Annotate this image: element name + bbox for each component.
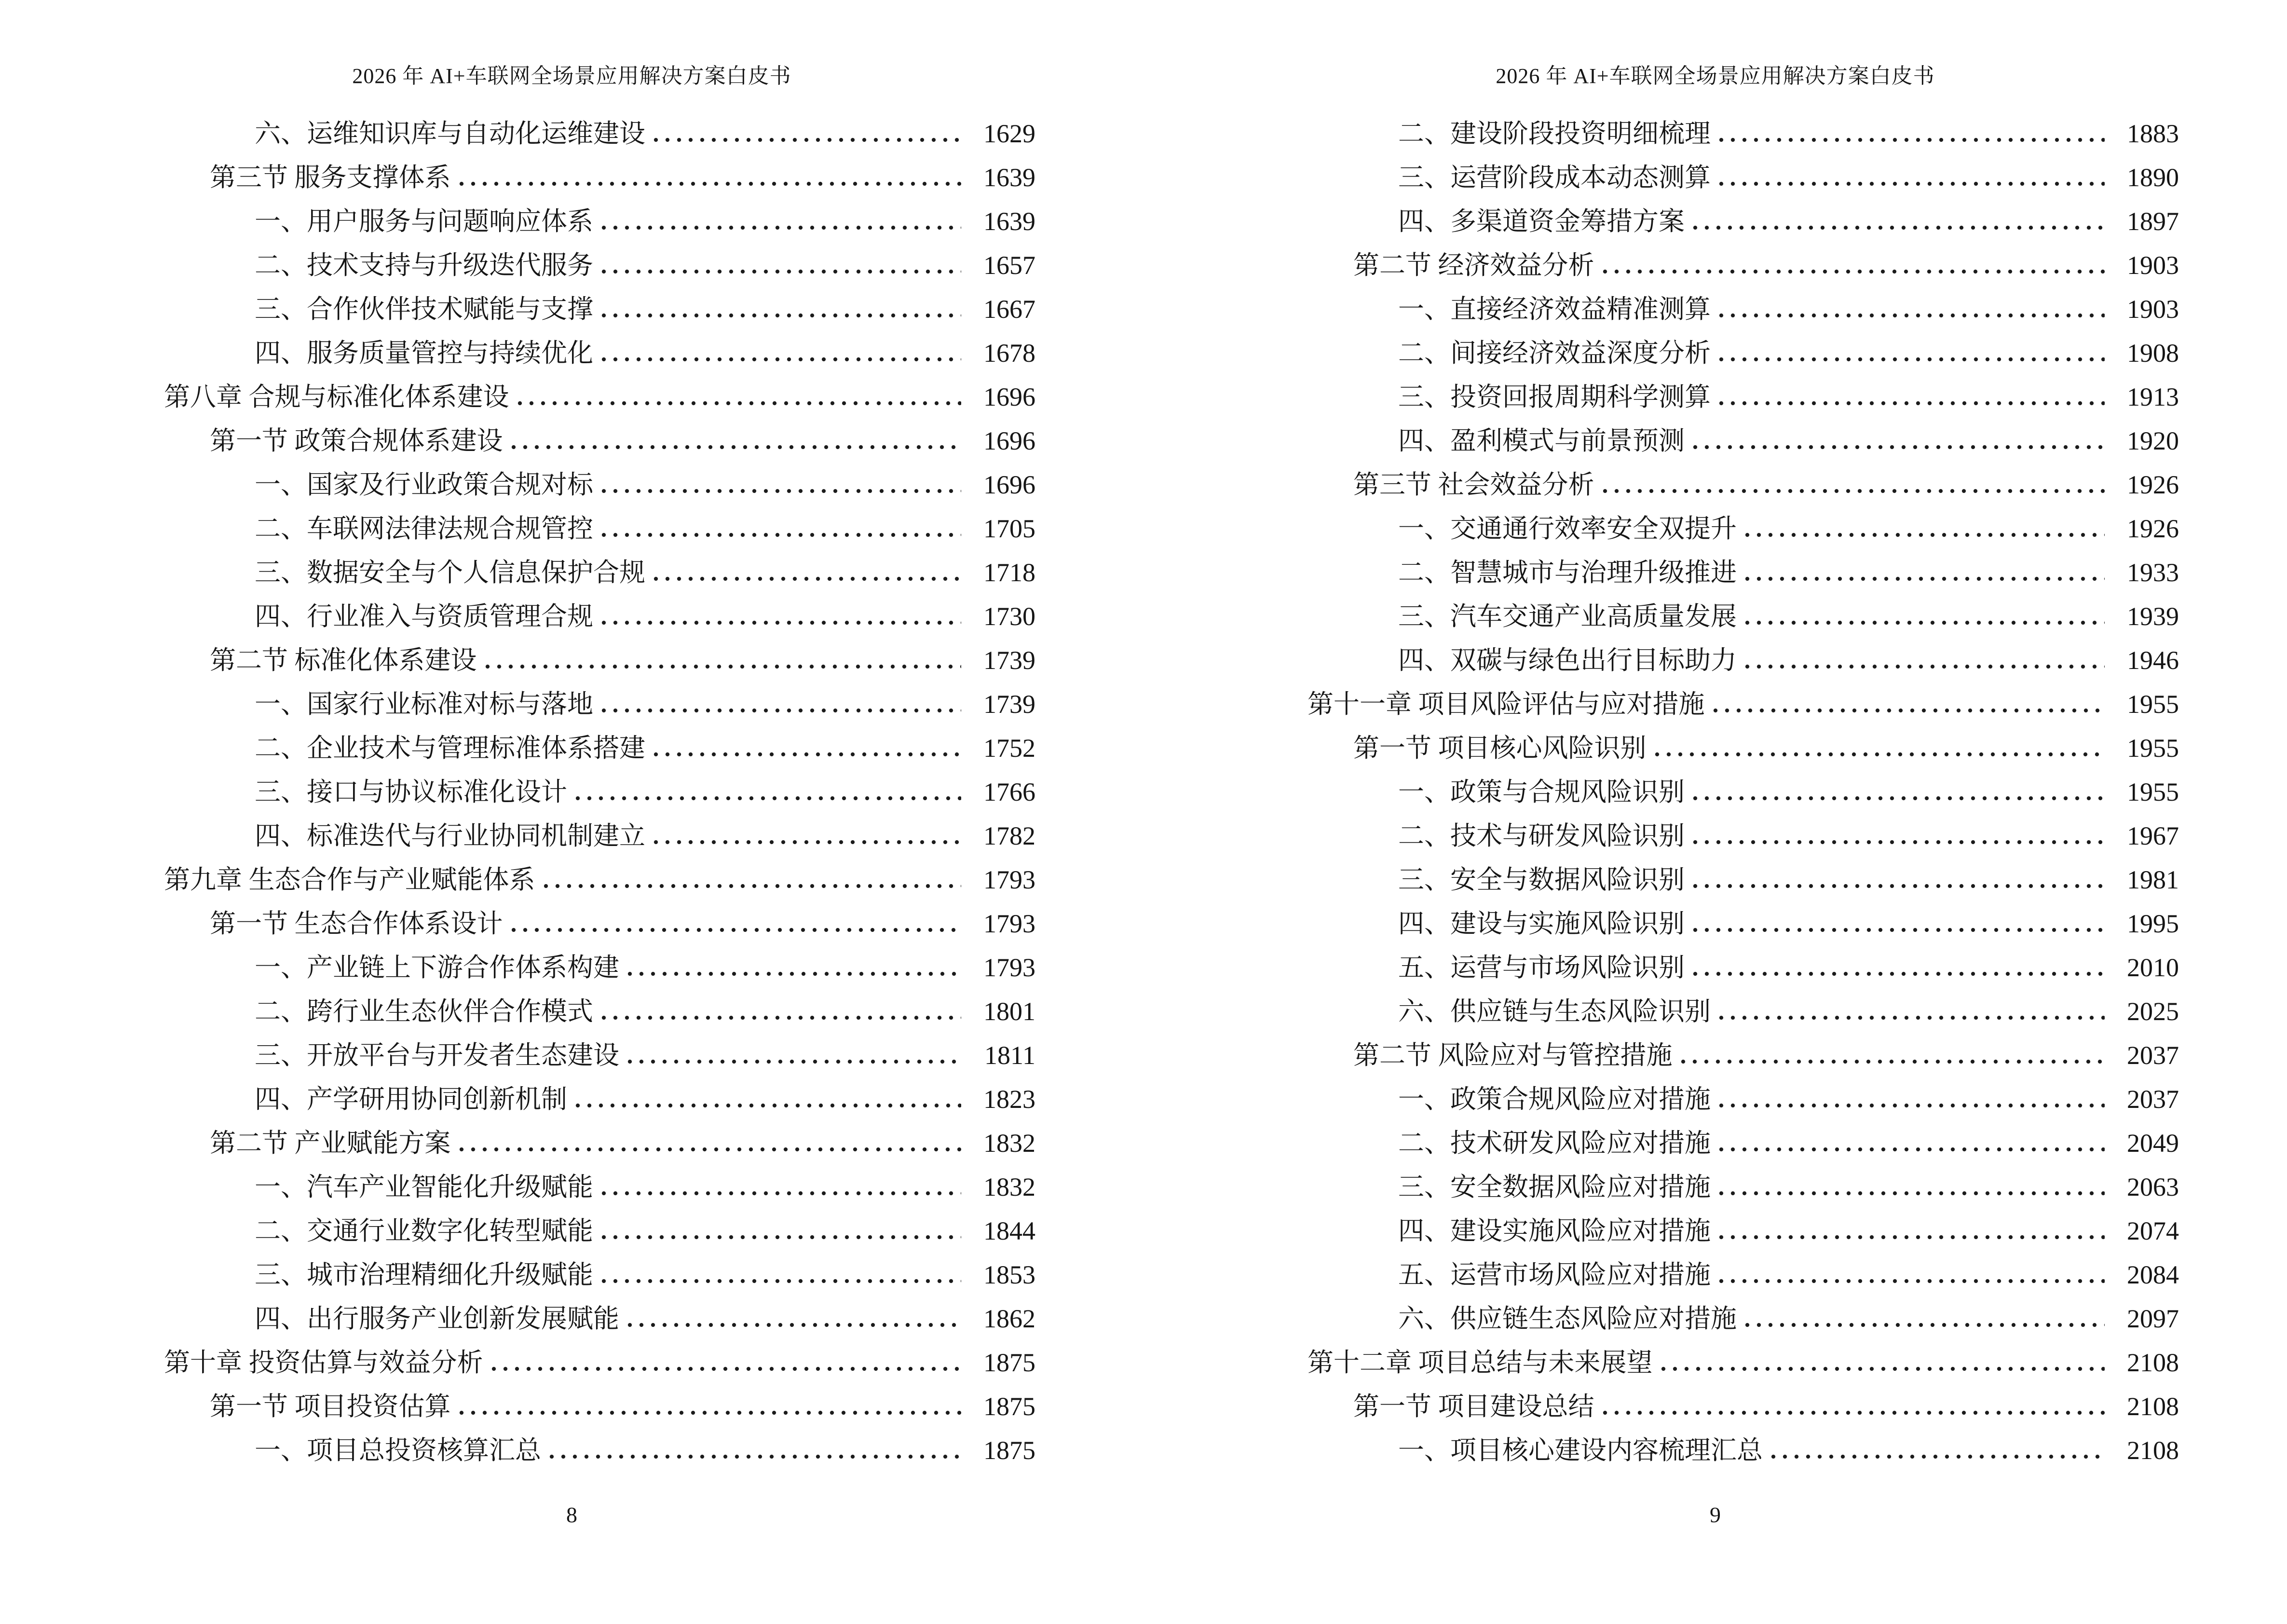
- toc-entry: [1307, 1294, 2179, 1337]
- toc-dot-leader: [514, 394, 962, 410]
- toc-entry-label: 一、项目核心建设内容梳理汇总: [1398, 1436, 1763, 1465]
- toc-entry: [164, 942, 1035, 986]
- toc-entry-page-number: 1696: [983, 426, 1035, 455]
- toc-entry-label: 二、智慧城市与治理升级推进: [1398, 558, 1737, 587]
- toc-entry-label: 一、汽车产业智能化升级赋能: [255, 1173, 593, 1201]
- toc-entry-label: 二、企业技术与管理标准体系搭建: [255, 734, 645, 763]
- toc-entry: [164, 1425, 1035, 1469]
- toc-entry-label: 三、合作伙伴技术赋能与支撑: [255, 295, 593, 324]
- toc-entry-label: 二、交通行业数字化转型赋能: [255, 1216, 593, 1245]
- toc-entry: [1307, 942, 2179, 986]
- toc-dot-leader: [540, 876, 962, 893]
- toc-entry-label: 四、出行服务产业创新发展赋能: [255, 1304, 619, 1333]
- toc-entry-page-number: 1793: [983, 953, 1035, 982]
- toc-entry-label: 四、标准迭代与行业协同机制建立: [255, 821, 645, 850]
- toc-entry-page-number: 1811: [984, 1041, 1035, 1070]
- toc-entry: [164, 899, 1035, 942]
- toc-dot-leader: [598, 1184, 961, 1200]
- toc-entry: [1307, 284, 2179, 328]
- toc-entry: [1307, 152, 2179, 196]
- toc-entry-page-number: 1875: [983, 1436, 1035, 1465]
- toc-entry: [1307, 1250, 2179, 1294]
- toc-dot-leader: [1710, 701, 2105, 717]
- toc-dot-leader: [598, 613, 961, 629]
- toc-entry-page-number: 1752: [983, 734, 1035, 763]
- toc-entry-label: 一、政策合规风险应对措施: [1398, 1085, 1711, 1114]
- toc-list-right: [1307, 109, 2179, 1469]
- toc-entry: [164, 855, 1035, 899]
- toc-entry-page-number: 2037: [2127, 1085, 2179, 1114]
- toc-entry: [1307, 855, 2179, 899]
- toc-dot-leader: [1715, 1096, 2105, 1112]
- toc-entry-label: 第三节 服务支撑体系: [210, 163, 451, 192]
- toc-dot-leader: [598, 262, 961, 278]
- toc-dot-leader: [598, 1271, 961, 1288]
- toc-entry-label: 一、项目总投资核算汇总: [255, 1436, 541, 1465]
- toc-dot-leader: [456, 1403, 962, 1419]
- toc-entry: [164, 1162, 1035, 1206]
- toc-dot-leader: [1715, 130, 2105, 147]
- toc-entry-page-number: 1955: [2127, 778, 2179, 806]
- toc-entry-page-number: 1933: [2127, 558, 2179, 587]
- toc-dot-leader: [508, 437, 962, 454]
- toc-entry-page-number: 1705: [983, 514, 1035, 543]
- toc-entry-page-number: 1955: [2127, 734, 2179, 763]
- toc-entry-label: 一、产业链上下游合作体系构建: [255, 953, 619, 982]
- toc-entry-label: 三、汽车交通产业高质量发展: [1398, 602, 1737, 631]
- toc-entry-label: 第十章 投资估算与效益分析: [164, 1348, 483, 1377]
- toc-entry: [164, 504, 1035, 547]
- toc-entry-page-number: 2025: [2127, 997, 2179, 1026]
- toc-dot-leader: [598, 481, 961, 498]
- toc-entry-label: 六、运维知识库与自动化运维建设: [255, 119, 645, 148]
- toc-entry-label: 第一节 政策合规体系建设: [210, 426, 503, 455]
- toc-entry: [1307, 635, 2179, 679]
- toc-entry-label: 六、供应链与生态风险识别: [1398, 997, 1711, 1026]
- toc-dot-leader: [1599, 1403, 2105, 1419]
- toc-entry: [1307, 1162, 2179, 1206]
- toc-entry: [164, 1118, 1035, 1162]
- toc-dot-leader: [650, 569, 961, 586]
- toc-dot-leader: [572, 1096, 961, 1112]
- toc-entry-label: 第二节 产业赋能方案: [210, 1129, 451, 1158]
- toc-dot-leader: [1715, 350, 2105, 366]
- toc-entry: [164, 1250, 1035, 1294]
- toc-entry-label: 二、跨行业生态伙伴合作模式: [255, 997, 593, 1026]
- toc-entry-page-number: 1995: [2127, 909, 2179, 938]
- toc-entry-page-number: 2063: [2127, 1173, 2179, 1201]
- toc-dot-leader: [1689, 964, 2105, 981]
- toc-entry-label: 第二节 风险应对与管控措施: [1353, 1041, 1673, 1070]
- toc-entry: [1307, 591, 2179, 635]
- toc-entry-page-number: 1739: [983, 690, 1035, 719]
- toc-dot-leader: [650, 130, 961, 147]
- toc-entry-page-number: 1766: [983, 778, 1035, 806]
- toc-dot-leader: [1768, 1447, 2105, 1463]
- toc-entry-page-number: 2037: [2127, 1041, 2179, 1070]
- toc-dot-leader: [598, 218, 961, 234]
- toc-entry-label: 第一节 项目建设总结: [1353, 1392, 1594, 1421]
- toc-entry-page-number: 1782: [983, 821, 1035, 850]
- toc-list-left: [164, 109, 1035, 1469]
- toc-entry: [1307, 460, 2179, 504]
- toc-entry-page-number: 2010: [2127, 953, 2179, 982]
- toc-entry-page-number: 1657: [983, 251, 1035, 280]
- toc-entry: [1307, 723, 2179, 767]
- toc-entry: [1307, 109, 2179, 152]
- toc-entry: [1307, 1381, 2179, 1425]
- toc-entry-page-number: 1832: [983, 1173, 1035, 1201]
- toc-entry: [1307, 547, 2179, 591]
- toc-entry-label: 三、运营阶段成本动态测算: [1398, 163, 1711, 192]
- toc-entry-page-number: 1639: [983, 207, 1035, 236]
- toc-entry-label: 三、安全与数据风险识别: [1398, 865, 1685, 894]
- toc-entry-page-number: 1939: [2127, 602, 2179, 631]
- toc-entry-page-number: 1801: [983, 997, 1035, 1026]
- toc-entry-page-number: 1897: [2127, 207, 2179, 236]
- toc-dot-leader: [1689, 437, 2105, 454]
- toc-entry-page-number: 1844: [983, 1216, 1035, 1245]
- toc-dot-leader: [598, 701, 961, 717]
- toc-entry: [1307, 328, 2179, 372]
- toc-entry: [164, 328, 1035, 372]
- toc-dot-leader: [1599, 262, 2105, 278]
- toc-entry-page-number: 2097: [2127, 1304, 2179, 1333]
- toc-entry-label: 第一节 项目核心风险识别: [1353, 734, 1647, 763]
- toc-dot-leader: [650, 832, 961, 849]
- toc-entry-label: 一、直接经济效益精准测算: [1398, 295, 1711, 324]
- toc-entry-page-number: 1739: [983, 646, 1035, 675]
- toc-entry: [164, 196, 1035, 240]
- toc-dot-leader: [1651, 745, 2105, 761]
- toc-dot-leader: [1689, 920, 2105, 937]
- toc-entry-label: 第二节 经济效益分析: [1353, 251, 1594, 280]
- toc-entry-page-number: 2084: [2127, 1260, 2179, 1289]
- toc-dot-leader: [1658, 1359, 2105, 1376]
- toc-entry: [164, 767, 1035, 811]
- toc-entry-page-number: 1920: [2127, 426, 2179, 455]
- toc-entry: [164, 1381, 1035, 1425]
- toc-entry: [164, 635, 1035, 679]
- toc-dot-leader: [650, 745, 961, 761]
- toc-entry-page-number: 1823: [983, 1085, 1035, 1114]
- toc-entry: [164, 1206, 1035, 1250]
- page-header-title: 2026 年 AI+车联网全场景应用解决方案白皮书: [352, 64, 791, 88]
- toc-entry-label: 四、建设与实施风险识别: [1398, 909, 1685, 938]
- toc-entry-label: 第十二章 项目总结与未来展望: [1307, 1348, 1653, 1377]
- toc-entry-label: 二、车联网法律法规合规管控: [255, 514, 593, 543]
- toc-dot-leader: [624, 1315, 961, 1332]
- toc-entry-label: 四、盈利模式与前景预测: [1398, 426, 1685, 455]
- toc-entry-page-number: 2049: [2127, 1129, 2179, 1158]
- page-number: 8: [566, 1502, 577, 1527]
- toc-entry: [1307, 986, 2179, 1030]
- toc-entry-label: 三、城市治理精细化升级赋能: [255, 1260, 593, 1289]
- toc-entry-page-number: 1967: [2127, 821, 2179, 850]
- toc-entry: [1307, 1337, 2179, 1381]
- toc-entry: [164, 1294, 1035, 1337]
- toc-entry: [1307, 504, 2179, 547]
- toc-dot-leader: [624, 964, 961, 981]
- toc-entry: [164, 1074, 1035, 1118]
- toc-entry: [164, 372, 1035, 416]
- toc-entry-page-number: 1903: [2127, 295, 2179, 324]
- toc-entry-label: 三、开放平台与开发者生态建设: [255, 1041, 619, 1070]
- toc-entry-label: 一、用户服务与问题响应体系: [255, 207, 593, 236]
- toc-entry-label: 二、间接经济效益深度分析: [1398, 339, 1711, 368]
- toc-entry: [164, 284, 1035, 328]
- toc-entry-page-number: 1875: [983, 1392, 1035, 1421]
- toc-entry-page-number: 1955: [2127, 690, 2179, 719]
- toc-entry-page-number: 1981: [2127, 865, 2179, 894]
- toc-dot-leader: [1715, 1140, 2105, 1156]
- toc-dot-leader: [598, 525, 961, 542]
- toc-entry: [164, 109, 1035, 152]
- toc-dot-leader: [572, 789, 961, 805]
- toc-entry-label: 三、接口与协议标准化设计: [255, 778, 567, 806]
- toc-entry-label: 三、安全数据风险应对措施: [1398, 1173, 1711, 1201]
- toc-dot-leader: [488, 1359, 962, 1376]
- toc-entry: [1307, 1074, 2179, 1118]
- toc-entry-label: 四、建设实施风险应对措施: [1398, 1216, 1711, 1245]
- toc-entry-label: 四、产学研用协同创新机制: [255, 1085, 567, 1114]
- toc-entry: [1307, 767, 2179, 811]
- toc-entry-page-number: 1629: [983, 119, 1035, 148]
- toc-entry-page-number: 1875: [983, 1348, 1035, 1377]
- toc-entry-label: 五、运营市场风险应对措施: [1398, 1260, 1711, 1289]
- toc-entry: [164, 986, 1035, 1030]
- toc-entry: [1307, 811, 2179, 855]
- toc-entry-label: 一、国家行业标准对标与落地: [255, 690, 593, 719]
- toc-entry-page-number: 1903: [2127, 251, 2179, 280]
- toc-entry: [164, 416, 1035, 460]
- toc-dot-leader: [1689, 789, 2105, 805]
- toc-entry-label: 第九章 生态合作与产业赋能体系: [164, 865, 535, 894]
- toc-entry: [1307, 416, 2179, 460]
- toc-entry: [1307, 196, 2179, 240]
- toc-entry: [1307, 240, 2179, 284]
- toc-dot-leader: [1715, 1228, 2105, 1244]
- toc-entry-label: 三、投资回报周期科学测算: [1398, 382, 1711, 411]
- toc-entry-page-number: 2108: [2127, 1436, 2179, 1465]
- toc-dot-leader: [1715, 1271, 2105, 1288]
- toc-entry-label: 第十一章 项目风险评估与应对措施: [1307, 690, 1705, 719]
- toc-entry-page-number: 1926: [2127, 514, 2179, 543]
- toc-entry-page-number: 1793: [983, 909, 1035, 938]
- toc-dot-leader: [508, 920, 962, 937]
- toc-dot-leader: [1715, 1008, 2105, 1024]
- toc-entry-label: 第一节 生态合作体系设计: [210, 909, 503, 938]
- toc-dot-leader: [1715, 174, 2105, 191]
- toc-dot-leader: [1715, 1184, 2105, 1200]
- toc-entry-page-number: 1862: [983, 1304, 1035, 1333]
- toc-dot-leader: [1742, 613, 2105, 629]
- toc-dot-leader: [1715, 306, 2105, 322]
- toc-entry-label: 五、运营与市场风险识别: [1398, 953, 1685, 982]
- toc-entry-label: 一、交通通行效率安全双提升: [1398, 514, 1737, 543]
- toc-dot-leader: [1599, 481, 2105, 498]
- toc-entry: [164, 1337, 1035, 1381]
- page-right: [1144, 0, 2287, 1624]
- toc-entry-label: 一、国家及行业政策合规对标: [255, 470, 593, 499]
- toc-entry: [164, 811, 1035, 855]
- toc-dot-leader: [598, 350, 961, 366]
- toc-entry-label: 四、多渠道资金筹措方案: [1398, 207, 1685, 236]
- page-number: 9: [1710, 1502, 1721, 1527]
- toc-entry-page-number: 1926: [2127, 470, 2179, 499]
- toc-entry-label: 第一节 项目投资估算: [210, 1392, 451, 1421]
- toc-entry-page-number: 1718: [983, 558, 1035, 587]
- toc-entry-label: 四、服务质量管控与持续优化: [255, 339, 593, 368]
- toc-entry: [164, 679, 1035, 723]
- toc-dot-leader: [598, 1228, 961, 1244]
- toc-entry: [1307, 1425, 2179, 1469]
- toc-dot-leader: [1742, 569, 2105, 586]
- toc-entry-page-number: 1793: [983, 865, 1035, 894]
- toc-dot-leader: [1689, 832, 2105, 849]
- toc-dot-leader: [1742, 525, 2105, 542]
- toc-entry-label: 三、数据安全与个人信息保护合规: [255, 558, 645, 587]
- toc-entry-page-number: 1696: [983, 470, 1035, 499]
- toc-entry-page-number: 1678: [983, 339, 1035, 368]
- toc-dot-leader: [624, 1052, 961, 1068]
- toc-entry: [164, 240, 1035, 284]
- toc-entry: [164, 460, 1035, 504]
- toc-entry-page-number: 1908: [2127, 339, 2179, 368]
- toc-entry-page-number: 1883: [2127, 119, 2179, 148]
- toc-entry-page-number: 1639: [983, 163, 1035, 192]
- toc-dot-leader: [1742, 657, 2105, 673]
- toc-entry-page-number: 1730: [983, 602, 1035, 631]
- toc-dot-leader: [1689, 876, 2105, 893]
- toc-dot-leader: [546, 1447, 961, 1463]
- toc-entry: [164, 547, 1035, 591]
- toc-entry-label: 二、技术支持与升级迭代服务: [255, 251, 593, 280]
- toc-dot-leader: [598, 1008, 961, 1024]
- toc-entry-page-number: 1913: [2127, 382, 2179, 411]
- toc-dot-leader: [1715, 394, 2105, 410]
- toc-dot-leader: [456, 1140, 962, 1156]
- toc-entry-label: 二、技术与研发风险识别: [1398, 821, 1685, 850]
- toc-entry: [1307, 1118, 2179, 1162]
- toc-entry: [1307, 679, 2179, 723]
- page-header-title: 2026 年 AI+车联网全场景应用解决方案白皮书: [1496, 64, 1935, 88]
- toc-dot-leader: [1689, 218, 2105, 234]
- toc-dot-leader: [598, 306, 961, 322]
- toc-entry-label: 第二节 标准化体系建设: [210, 646, 477, 675]
- toc-entry-page-number: 1832: [983, 1129, 1035, 1158]
- toc-entry-page-number: 2108: [2127, 1392, 2179, 1421]
- toc-entry: [164, 591, 1035, 635]
- toc-entry: [1307, 1030, 2179, 1074]
- toc-entry: [1307, 372, 2179, 416]
- toc-entry: [164, 1030, 1035, 1074]
- toc-dot-leader: [482, 657, 962, 673]
- toc-entry-page-number: 1696: [983, 382, 1035, 411]
- toc-entry-page-number: 1890: [2127, 163, 2179, 192]
- toc-entry-page-number: 2108: [2127, 1348, 2179, 1377]
- toc-entry: [1307, 1206, 2179, 1250]
- toc-entry-label: 四、双碳与绿色出行目标助力: [1398, 646, 1737, 675]
- toc-entry-page-number: 1667: [983, 295, 1035, 324]
- toc-entry-label: 二、建设阶段投资明细梳理: [1398, 119, 1711, 148]
- toc-entry-label: 四、行业准入与资质管理合规: [255, 602, 593, 631]
- toc-entry-page-number: 1853: [983, 1260, 1035, 1289]
- toc-entry: [164, 723, 1035, 767]
- toc-entry: [164, 152, 1035, 196]
- toc-entry: [1307, 899, 2179, 942]
- toc-entry-page-number: 1946: [2127, 646, 2179, 675]
- toc-dot-leader: [456, 174, 962, 191]
- toc-entry-page-number: 2074: [2127, 1216, 2179, 1245]
- toc-entry-label: 二、技术研发风险应对措施: [1398, 1129, 1711, 1158]
- toc-entry-label: 第三节 社会效益分析: [1353, 470, 1594, 499]
- toc-dot-leader: [1742, 1315, 2105, 1332]
- toc-entry-label: 一、政策与合规风险识别: [1398, 778, 1685, 806]
- toc-entry-label: 第八章 合规与标准化体系建设: [164, 382, 509, 411]
- toc-dot-leader: [1677, 1052, 2105, 1068]
- toc-entry-label: 六、供应链生态风险应对措施: [1398, 1304, 1737, 1333]
